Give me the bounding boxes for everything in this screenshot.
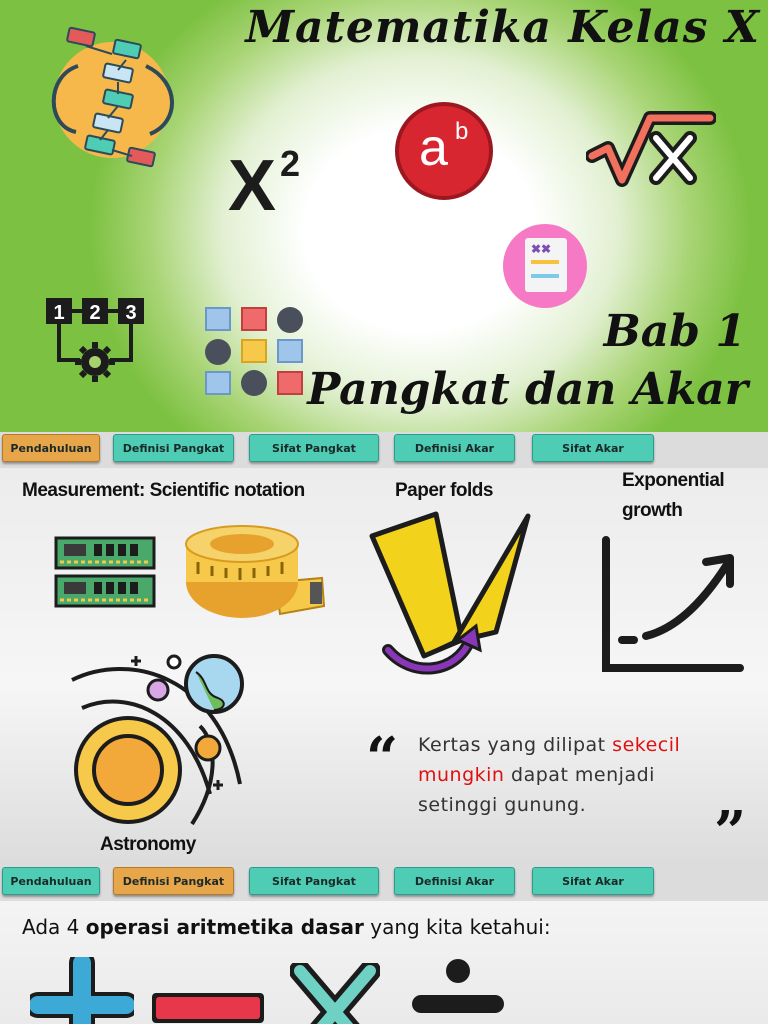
ab-exponent: b [455, 118, 469, 145]
quote-open-icon: “ [366, 725, 399, 791]
measuring-tape-icon [184, 522, 328, 622]
square-root-icon [586, 110, 716, 190]
quote-part2: dapat menjadi setinggi gunung. [418, 764, 655, 816]
divide-icon [410, 955, 506, 1024]
chapter-title: Pangkat dan Akar [307, 364, 748, 415]
times-icon [290, 963, 380, 1024]
nav-bar-bottom [0, 865, 768, 901]
tab-sifat-pangkat[interactable]: Sifat Pangkat [249, 434, 379, 462]
introduction-slide [0, 468, 768, 865]
title-slide [0, 0, 768, 432]
ab-base: a [419, 119, 448, 177]
paper-folds-label: Paper folds [395, 480, 493, 501]
tab-sifat-akar[interactable]: Sifat Akar [532, 867, 654, 895]
exponential-growth-line2: growth [622, 500, 683, 521]
step-3-label: 3 [125, 302, 137, 324]
process-steps-icon [44, 294, 146, 384]
astronomy-label: Astronomy [100, 834, 196, 855]
chapter-number: Bab 1 [603, 306, 746, 357]
plus-icon [30, 957, 134, 1024]
paper-folds-icon [366, 508, 536, 680]
operations-slide [0, 901, 768, 1024]
memo-card-icon: ✖✖ [503, 224, 587, 308]
exponential-growth-label [622, 468, 724, 526]
nav-bar-top [0, 432, 768, 468]
tab-definisi-pangkat[interactable]: Definisi Pangkat [113, 867, 234, 895]
tab-pendahuluan[interactable]: Pendahuluan [2, 867, 100, 895]
exponential-growth-icon [598, 536, 746, 676]
quote-highlight: sekecil mungkin [418, 734, 681, 786]
tab-definisi-pangkat[interactable]: Definisi Pangkat [113, 434, 234, 462]
quote-close-icon: ” [714, 799, 747, 865]
operations-intro [22, 915, 551, 939]
minus-icon [150, 989, 266, 1024]
intro-prefix: Ada 4 [22, 915, 80, 939]
step-1-label: 1 [53, 302, 65, 324]
tab-sifat-akar[interactable]: Sifat Akar [532, 434, 654, 462]
sun-icon [76, 718, 180, 822]
power-base: X [228, 146, 277, 226]
tab-definisi-akar[interactable]: Definisi Akar [394, 434, 515, 462]
intro-suffix: yang kita ketahui: [370, 915, 551, 939]
tab-pendahuluan[interactable]: Pendahuluan [2, 434, 100, 462]
tab-sifat-pangkat[interactable]: Sifat Pangkat [249, 867, 379, 895]
tab-definisi-akar[interactable]: Definisi Akar [394, 867, 515, 895]
intro-bold: operasi aritmetika dasar [85, 915, 364, 939]
quote-part1: Kertas yang dilipat [418, 734, 606, 756]
course-title: Matematika Kelas X [245, 2, 760, 53]
x-squared-icon [228, 143, 301, 226]
memory-chip-icon [54, 534, 156, 610]
step-2-label: 2 [89, 302, 101, 324]
measurement-label: Measurement: Scientific notation [22, 480, 305, 501]
shapes-grid-icon [204, 306, 306, 398]
quote-text [418, 730, 738, 820]
power-exponent: 2 [280, 143, 301, 184]
astronomy-icon [68, 654, 246, 828]
exponential-growth-line1: Exponential [622, 470, 725, 491]
a-power-b-icon [395, 102, 493, 200]
flowchart-icon [46, 26, 182, 172]
